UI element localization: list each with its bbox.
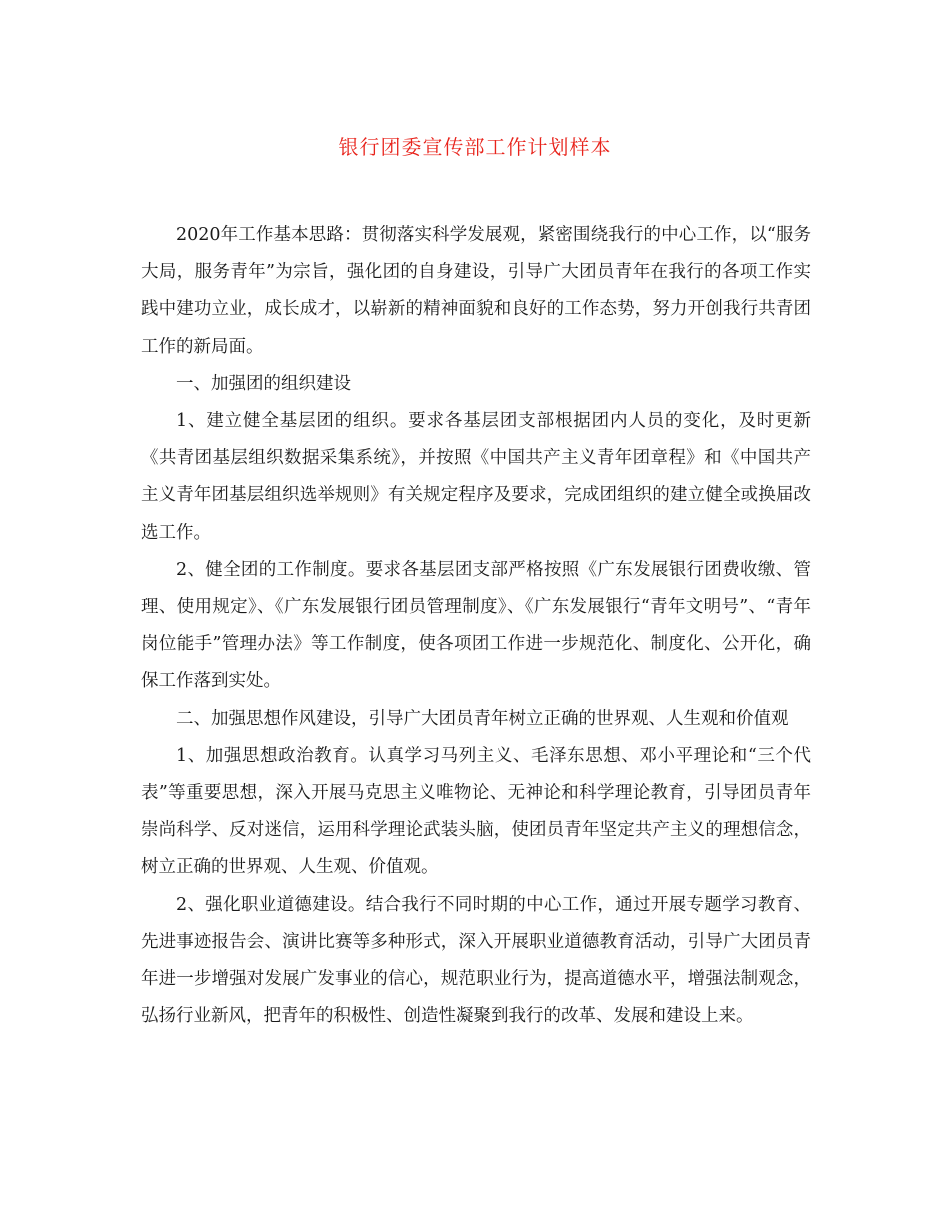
paragraph-political-education: 1、加强思想政治教育。认真学习马列主义、毛泽东思想、邓小平理论和“三个代表”等重要思想，深入开展马克思主义唯物论、无神论和科学理论教育，引导团员青年崇尚科学、反对迷信，运用科学理论武装头脑，使团员青年坚定共产主义的理想信念，树立正确的世界观、人生观、价值观。 [141,745,811,878]
heading-ideology-style: 二、加强思想作风建设，引导广大团员青年树立正确的世界观、人生观和价值观 [176,708,789,729]
paragraph-grassroots-organization: 1、建立健全基层团的组织。要求各基层团支部根据团内人员的变化，及时更新《共青团基层组织数据采集系统》，并按照《中国共产主义青年团章程》和《中国共产主义青年团基层组织选举规则》有关规定程序及要求，完成团组织的建立健全或换届改选工作。 [141,411,811,543]
paragraph-work-system: 2、健全团的工作制度。要求各基层团支部严格按照《广东发展银行团费收缴、管理、使用规定》、《广东发展银行团员管理制度》、《广东发展银行“青年文明号”、“青年岗位能手”管理办法》等工作制度，使各项团工作进一步规范化、制度化、公开化，确保工作落到实处。 [141,559,811,692]
paragraph-professional-ethics: 2、强化职业道德建设。结合我行不同时期的中心工作，通过开展专题学习教育、先进事迹报告会、演讲比赛等多种形式，深入开展职业道德教育活动，引导广大团员青年进一步增强对发展广发事业的信心，规范职业行为，提高道德水平，增强法制观念，弘扬行业新风，把青年的积极性、创造性凝聚到我行的改革、发展和建设上来。 [141,894,811,1027]
heading-organization-building: 一、加强团的组织建设 [176,373,351,394]
paragraph-work-ideas: 2020年工作基本思路：贯彻落实科学发展观，紧密围绕我行的中心工作，以“服务大局，服务青年”为宗旨，强化团的自身建设，引导广大团员青年在我行的各项工作实践中建功立业，成长成才，以崭新的精神面貌和良好的工作态势，努力开创我行共青团工作的新局面。 [141,225,811,357]
document-title: 银行团委宣传部工作计划样本 [338,135,612,159]
document-body [141,217,811,1035]
